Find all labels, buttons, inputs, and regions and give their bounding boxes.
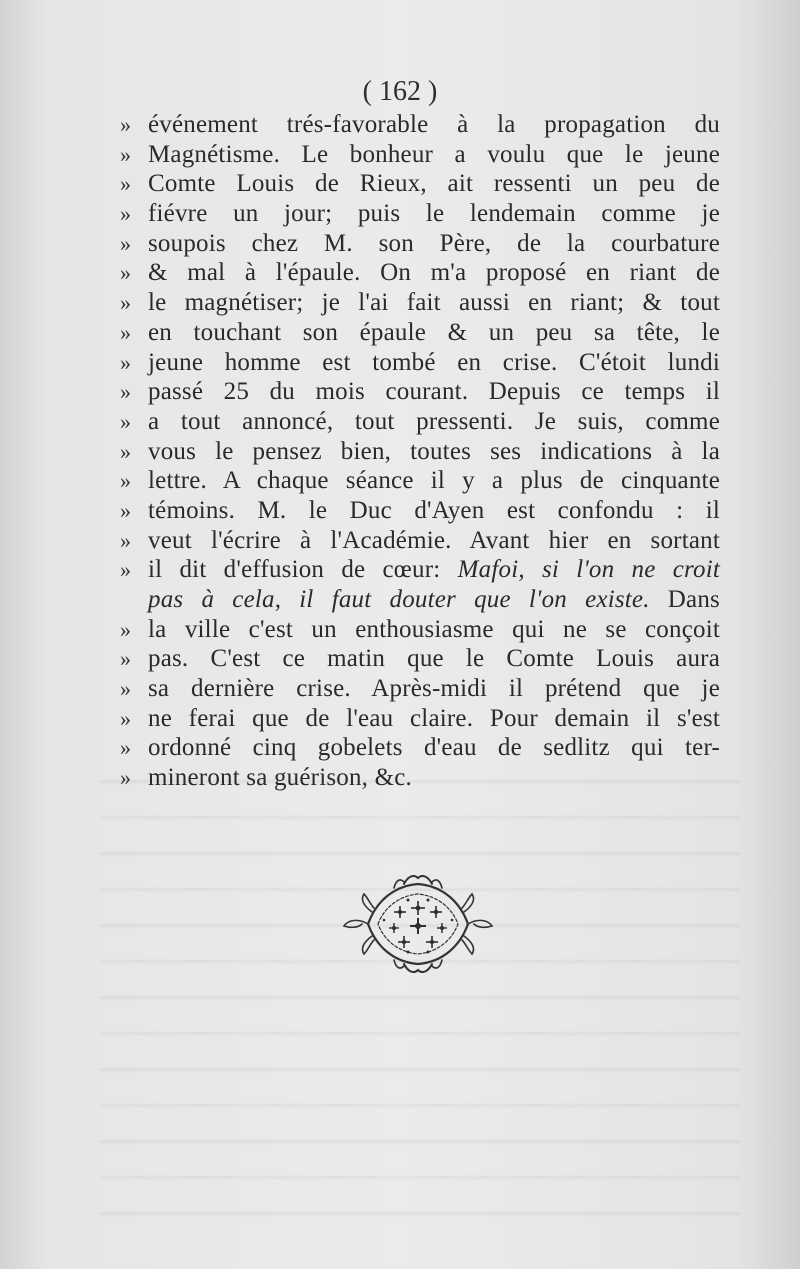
line-text xyxy=(148,140,720,170)
text-segment: lettre. A chaque séance il y a plus de cinquante xyxy=(148,467,720,495)
text-line xyxy=(120,644,720,674)
guillemet-mark: » xyxy=(120,438,131,464)
guillemet-mark: » xyxy=(120,676,131,702)
line-text xyxy=(148,466,720,496)
line-text xyxy=(148,288,720,318)
line-text xyxy=(148,229,720,259)
text-line xyxy=(120,585,720,615)
guillemet-mark: » xyxy=(120,408,131,434)
italic-quote-text: Mafoi, si l'on ne croit xyxy=(457,556,720,584)
guillemet-mark: » xyxy=(120,201,131,227)
guillemet-mark: » xyxy=(120,112,131,137)
line-text xyxy=(148,763,720,793)
guillemet-mark: » xyxy=(120,319,131,345)
guillemet-mark: » xyxy=(120,379,131,405)
guillemet-mark: » xyxy=(120,735,131,761)
text-segment: le magnétiser; je l'ai fait aussi en riant; & tout xyxy=(148,289,720,317)
line-text xyxy=(148,348,720,378)
text-line xyxy=(120,377,720,407)
line-text xyxy=(148,733,720,763)
guillemet-mark: » xyxy=(120,171,131,197)
text-line xyxy=(120,140,720,170)
guillemet-mark: » xyxy=(120,468,131,494)
text-line xyxy=(120,169,720,199)
text-segment: a tout annoncé, tout pressenti. Je suis, comme xyxy=(148,407,720,435)
body-text xyxy=(120,110,720,793)
text-segment: jeune homme est tombé en crise. C'étoit lundi xyxy=(148,348,720,376)
guillemet-mark: » xyxy=(120,497,131,523)
line-text xyxy=(148,377,720,407)
text-segment: Dans xyxy=(649,586,720,613)
text-segment: passé 25 du mois courant. Depuis ce temps il xyxy=(148,378,720,406)
text-line xyxy=(120,348,720,378)
line-text xyxy=(148,555,720,585)
line-text xyxy=(148,437,720,467)
text-line xyxy=(120,733,720,763)
text-segment: soupois chez M. son Père, de la courbature xyxy=(148,229,720,257)
text-segment: vous le pensez bien, toutes ses indications à la xyxy=(148,437,720,465)
text-line xyxy=(120,496,720,526)
line-text xyxy=(148,585,720,615)
text-segment: la ville c'est un enthousiasme qui ne se conçoit xyxy=(148,615,720,643)
line-text xyxy=(148,496,720,526)
line-text xyxy=(148,674,720,704)
line-text xyxy=(148,169,720,199)
line-text xyxy=(148,258,720,288)
guillemet-mark: » xyxy=(120,705,131,731)
text-segment: en touchant son épaule & un peu sa tête, le xyxy=(148,318,720,346)
text-line xyxy=(120,258,720,288)
line-text xyxy=(148,704,720,734)
guillemet-mark: » xyxy=(120,527,131,553)
guillemet-mark: » xyxy=(120,557,131,583)
guillemet-mark: » xyxy=(120,141,131,167)
line-text xyxy=(148,644,720,674)
guillemet-mark: » xyxy=(120,230,131,256)
text-line xyxy=(120,704,720,734)
text-segment: ne ferai que de l'eau claire. Pour demain il s'est xyxy=(148,704,720,732)
text-segment: fiévre un jour; puis le lendemain comme je xyxy=(148,200,720,228)
guillemet-mark: » xyxy=(120,646,131,672)
text-segment: mineront sa guérison, &c. xyxy=(148,764,412,792)
text-segment: veut l'écrire à l'Académie. Avant hier en sortant xyxy=(148,526,720,554)
text-line xyxy=(120,110,720,140)
text-line xyxy=(120,407,720,437)
guillemet-mark: » xyxy=(120,616,131,642)
text-segment: il dit d'effusion de cœur: xyxy=(148,556,458,584)
text-line xyxy=(120,615,720,645)
text-segment: & mal à l'épaule. On m'a proposé en riant de xyxy=(148,259,720,287)
text-segment: ordonné cinq gobelets d'eau de sedlitz qui ter- xyxy=(148,734,720,762)
line-text xyxy=(148,526,720,556)
text-line xyxy=(120,199,720,229)
text-segment: sa dernière crise. Après-midi il prétend que je xyxy=(148,675,720,703)
line-text xyxy=(148,407,720,437)
text-segment: témoins. M. le Duc d'Ayen est confondu : il xyxy=(148,496,720,524)
text-line xyxy=(120,526,720,556)
text-segment: Comte Louis de Rieux, ait ressenti un peu de xyxy=(148,170,720,198)
bleed-through-shadow xyxy=(100,760,740,1230)
text-line xyxy=(120,288,720,318)
line-text xyxy=(148,110,720,140)
guillemet-mark: » xyxy=(120,349,131,375)
italic-quote-text: pas à cela, il faut douter que l'on existe. xyxy=(148,586,650,613)
guillemet-mark: » xyxy=(120,290,131,316)
fleuron-ornament-icon xyxy=(338,872,498,976)
text-line xyxy=(120,763,720,793)
text-line xyxy=(120,466,720,496)
text-line xyxy=(120,555,720,585)
page-number: ( 162 ) xyxy=(362,76,438,107)
text-line xyxy=(120,437,720,467)
guillemet-mark: » xyxy=(120,260,131,286)
text-line xyxy=(120,674,720,704)
guillemet-mark: » xyxy=(120,765,131,791)
line-text xyxy=(148,615,720,645)
text-segment: Magnétisme. Le bonheur a voulu que le jeune xyxy=(148,140,720,168)
text-segment: pas. C'est ce matin que le Comte Louis aura xyxy=(148,645,720,673)
line-text xyxy=(148,318,720,348)
text-line xyxy=(120,318,720,348)
line-text xyxy=(148,199,720,229)
text-segment: événement trés-favorable à la propagation du xyxy=(148,111,720,138)
text-line xyxy=(120,229,720,259)
